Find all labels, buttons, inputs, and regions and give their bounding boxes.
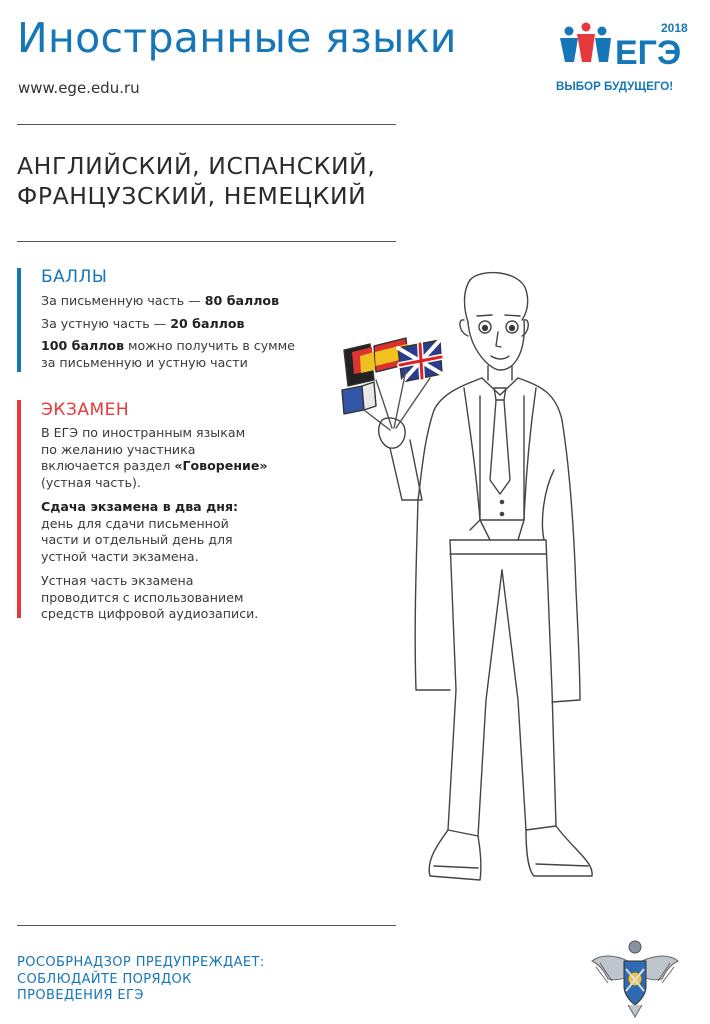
text-line: [41, 499, 311, 516]
languages-subtitle: [17, 151, 375, 211]
divider-top: [17, 124, 396, 125]
text: включается раздел: [41, 458, 175, 473]
logo-slogan: ВЫБОР БУДУЩЕГО!: [556, 80, 674, 93]
divider-middle: [17, 241, 396, 242]
exam-paragraph-recording: [41, 573, 311, 623]
divider-bottom: [17, 925, 396, 926]
written-points: 80 баллов: [204, 293, 280, 308]
flags-icon: [342, 338, 442, 430]
speaking-section: «Говорение»: [174, 458, 268, 473]
rosobrnadzor-warning: [17, 955, 265, 1005]
text-line: по желанию участника: [41, 441, 196, 457]
warning-line: ПРОВЕДЕНИЯ ЕГЭ: [17, 988, 144, 1003]
text: За устную часть —: [41, 316, 171, 331]
logo-people-icon: [560, 23, 611, 63]
subtitle-line: ФРАНЦУЗСКИЙ, НЕМЕЦКИЙ: [17, 182, 367, 210]
exam-heading: ЭКЗАМЕН: [41, 400, 130, 420]
total-line: [41, 338, 311, 355]
text-line: В ЕГЭ по иностранным языкам: [41, 425, 246, 440]
text-line: Устная часть экзамена: [41, 573, 194, 588]
two-days-label: Сдача экзамена в два дня:: [41, 499, 239, 514]
scores-oral: [41, 316, 311, 333]
scores-total: [41, 338, 311, 371]
text: За письменную часть —: [41, 293, 205, 308]
exam-paragraph-speaking: [41, 425, 311, 491]
text-line: (устная часть).: [41, 474, 141, 490]
exam-accent-bar: [17, 400, 21, 618]
warning-line: РОСОБРНАДЗОР ПРЕДУПРЕЖДАЕТ:: [17, 955, 265, 970]
total-points: 100 баллов: [41, 338, 125, 353]
warning-line: СОБЛЮДАЙТЕ ПОРЯДОК: [17, 971, 192, 987]
subtitle-line: АНГЛИЙСКИЙ, ИСПАНСКИЙ,: [17, 152, 376, 180]
ege-logo: [555, 18, 695, 98]
text-line: день для сдачи письменной: [41, 515, 229, 531]
text-line: [41, 458, 311, 475]
text: можно получить в сумме: [124, 338, 295, 353]
scores-written: [41, 293, 311, 310]
logo-mark: ЕГЭ: [615, 34, 682, 72]
scores-heading: БАЛЛЫ: [41, 267, 108, 287]
text-line: устной части экзамена.: [41, 548, 199, 564]
total-line: за письменную и устную части: [41, 354, 248, 370]
oral-points: 20 баллов: [170, 316, 245, 331]
rosobrnadzor-emblem-icon: [590, 935, 680, 1020]
text-line: средств цифровой аудиозаписи.: [41, 606, 259, 621]
text-line: части и отдельный день для: [41, 532, 233, 547]
text-line: проводится с использованием: [41, 589, 244, 605]
page-title: Иностранные языки: [17, 14, 457, 62]
student-with-flags-sketch: [330, 270, 620, 910]
exam-paragraph-two-days: [41, 499, 311, 565]
logo-year: 2018: [661, 21, 688, 35]
site-url: www.ege.edu.ru: [18, 79, 140, 97]
scores-accent-bar: [17, 268, 21, 372]
